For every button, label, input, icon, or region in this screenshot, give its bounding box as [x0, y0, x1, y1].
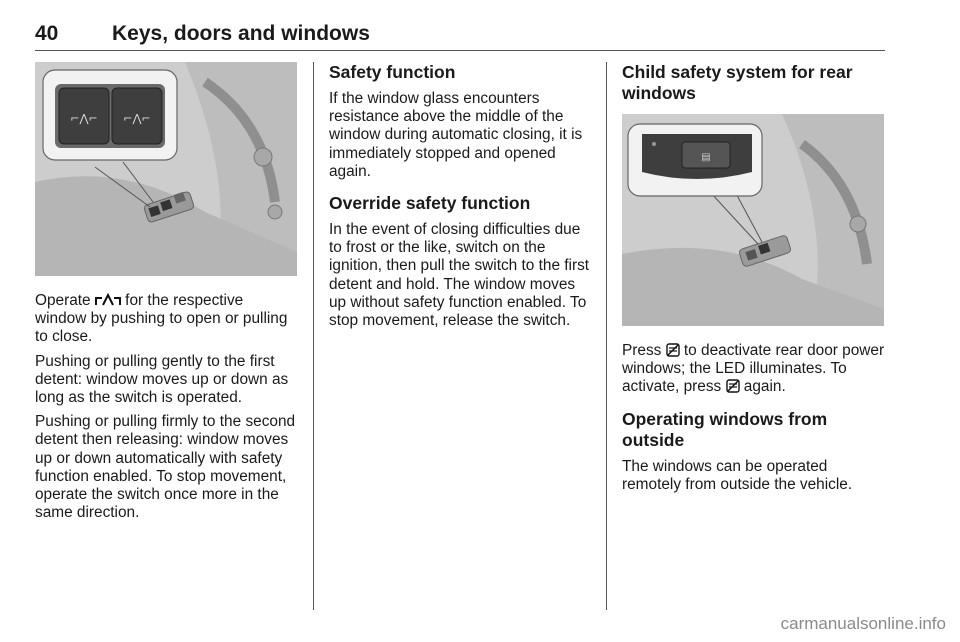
svg-text:⌐⋀⌐: ⌐⋀⌐ — [70, 112, 98, 125]
child-lock-paragraph: Press to deactivate rear door power windows; the LED illuminates. To activate, press again. — [622, 342, 885, 396]
gentle-detent-paragraph: Pushing or pulling gently to the first detent: window moves up or down as long as the switch is operated. — [35, 352, 289, 407]
page-header — [35, 22, 885, 51]
child-lock-icon — [726, 379, 740, 393]
child-lock-illustration — [622, 114, 884, 326]
column-2 — [329, 62, 593, 336]
column-divider — [606, 62, 607, 610]
outside-operation-heading: Operating windows from outside — [622, 408, 828, 450]
svg-text:▤: ▤ — [701, 152, 711, 163]
override-safety-heading: Override safety function — [329, 193, 531, 214]
firm-detent-paragraph: Pushing or pulling firmly to the second detent then releasing: window moves up or down automatically with safety function enabled. To stop movement, operate the switch once more in the same direction. — [35, 413, 296, 522]
safety-function-paragraph: If the window glass encounters resistance above the middle of the window during automatic closing, it is immediately stopped and opened again. — [329, 90, 583, 180]
window-switch-icon — [95, 293, 121, 307]
child-lock-icon — [666, 343, 680, 357]
door-panel-drawing — [35, 62, 297, 276]
child-safety-heading: Child safety system for rear windows — [622, 62, 853, 103]
column-1 — [35, 62, 297, 528]
rear-door-drawing — [622, 114, 884, 326]
column-3 — [622, 62, 886, 500]
outside-operation-paragraph: The windows can be operated remotely from outside the vehicle. — [622, 457, 853, 493]
column-divider — [313, 62, 314, 610]
safety-function-heading: Safety function — [329, 62, 456, 82]
operate-paragraph: Operate for the respective window by pushing to open or pulling to close. — [35, 292, 288, 346]
page-number: 40 — [35, 22, 59, 45]
svg-text:⌐⋀⌐: ⌐⋀⌐ — [123, 112, 151, 125]
override-safety-paragraph: In the event of closing difficulties due to frost or the like, switch on the ignition, then pull the switch to the first detent and hold. The window moves up without safety function enabled. To stop movement, release the switch. — [329, 221, 590, 330]
door-window-switch-illustration — [35, 62, 297, 276]
chapter-title: Keys, doors and windows — [112, 22, 370, 45]
watermark-text: carmanualsonline.info — [780, 614, 946, 633]
